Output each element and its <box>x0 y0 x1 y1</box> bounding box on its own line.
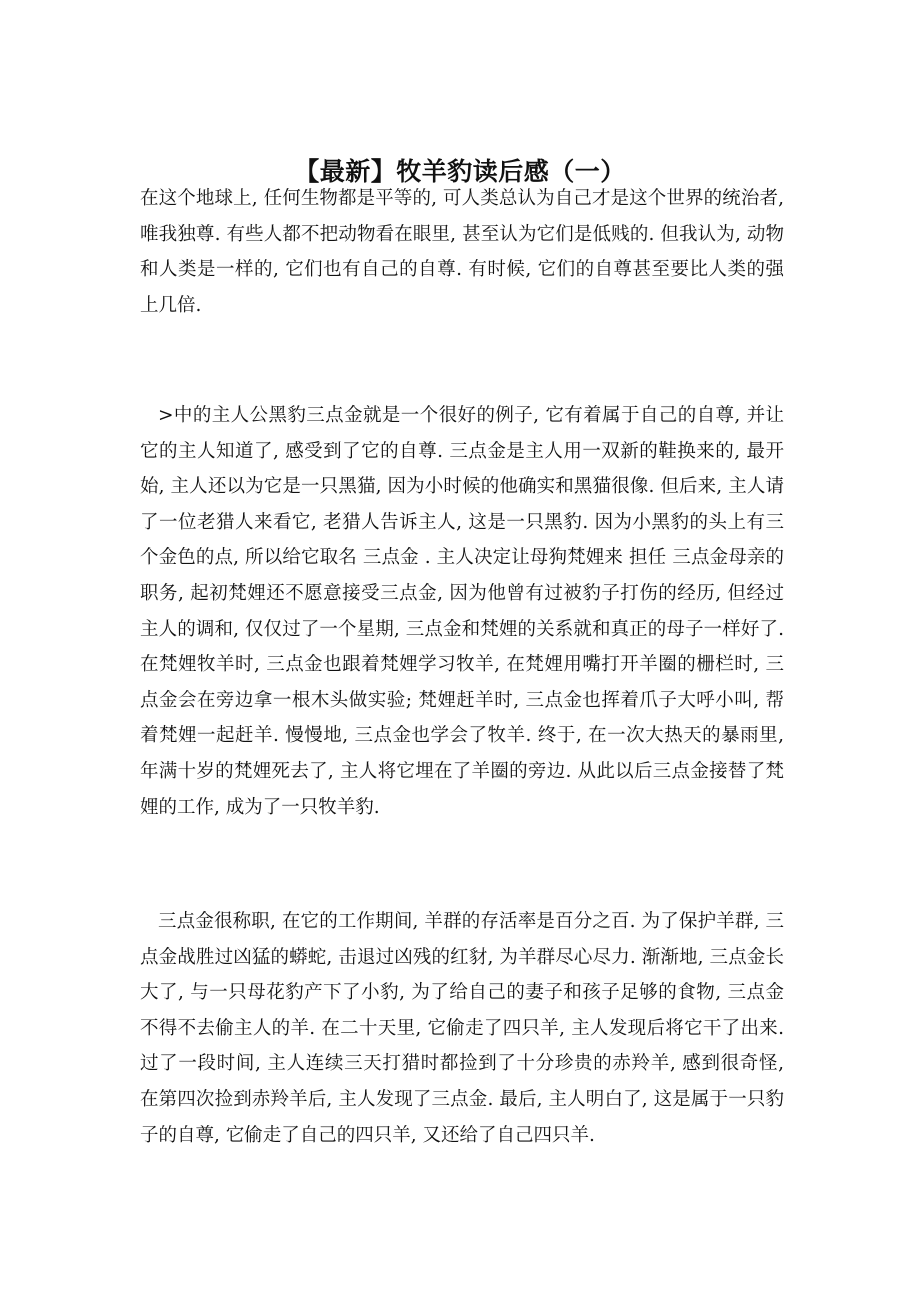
paragraph-intro: 在这个地球上, 任何生物都是平等的, 可人类总认为自己才是这个世界的统治者, 唯我独尊. 有些人都不把动物看在眼里, 甚至认为它们是低贱的. 但我认为, 动物和人类是一样的, 它们也有自己的自尊. 有时候, 它们的自尊甚至要比人类的强上几倍. <box>140 188 784 316</box>
document-title: 【最新】牧羊豹读后感（一） <box>294 156 626 186</box>
paragraph-story: >中的主人公黑豹三点金就是一个很好的例子, 它有着属于自己的自尊, 并让它的主人知道了, 感受到了它的自尊. 三点金是主人用一双新的鞋换来的, 最开始, 主人还以为它是一只黑猫, 因为小时候的他确实和黑猫很像. 但后来, 主人请了一位老猎人来看它, 老猎人告诉主人, 这是一只黑豹. 因为小黑豹的头上有三个金色的点, 所以给它取名 三点金 . 主人决定让母狗梵娌来 担任 三点金母亲的职务, 起初梵娌还不愿意接受三点金, 因为他曾有过被豹子打伤的经历, 但经过主人的调和, 仅仅过了一个星期, 三点金和梵娌的关系就和真正的母子一样好了. 在梵娌牧羊时, 三点金也跟着梵娌学习牧羊, 在梵娌用嘴打开羊圈的栅栏时, 三点金会在旁边拿一根木头做实验; 梵娌赶羊时, 三点金也挥着爪子大呼小叫, 帮着梵娌一起赶羊. 慢慢地, 三点金也学会了牧羊. 终于, 在一次大热天的暴雨里, 年满十岁的梵娌死去了, 主人将它埋在了羊圈的旁边. 从此以后三点金接替了梵娌的工作, 成为了一只牧羊豹. <box>140 405 784 818</box>
paragraph-conclusion: 三点金很称职, 在它的工作期间, 羊群的存活率是百分之百. 为了保护羊群, 三点金战胜过凶猛的蟒蛇, 击退过凶残的红豺, 为羊群尽心尽力. 渐渐地, 三点金长大了, 与一只母花豹产下了小豹, 为了给自己的妻子和孩子足够的食物, 三点金不得不去偷主人的羊. 在二十天里, 它偷走了四只羊, 主人发现后将它干了出来. 过了一段时间, 主人连续三天打猎时都捡到了十分珍贵的赤羚羊, 感到很奇怪, 在第四次捡到赤羚羊后, 主人发现了三点金. 最后, 主人明白了, 这是属于一只豹子的自尊, 它偷走了自己的四只羊, 又还给了自己四只羊. <box>140 911 784 1146</box>
